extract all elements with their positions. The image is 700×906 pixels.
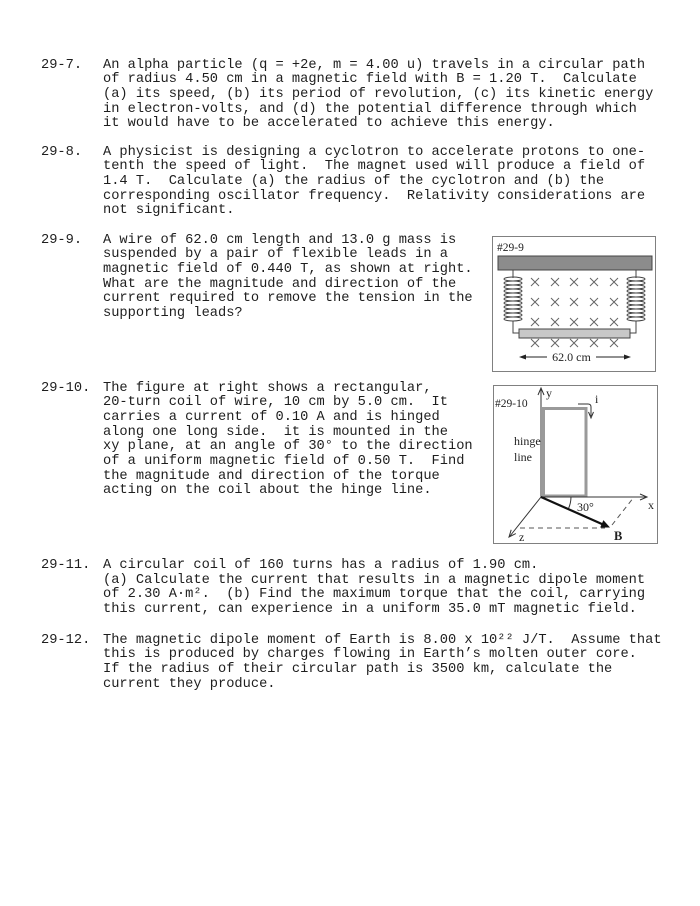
problem-number: 29-11. <box>41 558 91 573</box>
magnet-support-bar <box>498 256 652 270</box>
angle-label: 30° <box>577 500 594 514</box>
text-line: (a) Calculate the current that results in a magnetic dipole moment <box>103 572 646 588</box>
text-line: in electron-volts, and (d) the potential difference through which <box>103 101 637 117</box>
text-line: of radius 4.50 cm in a magnetic field with B = 1.20 T. Calculate <box>103 72 637 88</box>
problem-number: 29-12. <box>41 632 91 648</box>
text-line: supporting leads? <box>103 305 243 321</box>
hinge-label-line2: line <box>514 450 532 464</box>
text-line: this is produced by charges flowing in Earth’s molten outer core. <box>103 647 637 663</box>
text-line: 20-turn coil of wire, 10 cm by 5.0 cm. It <box>103 395 448 411</box>
current-label: i <box>595 392 599 406</box>
problem-text <box>103 59 653 132</box>
text-line: acting on the coil about the hinge line. <box>103 483 432 499</box>
text-line: A physicist is designing a cyclotron to accelerate protons to one- <box>103 144 646 160</box>
text-line: carries a current of 0.10 A and is hinged <box>103 409 440 425</box>
suspended-wire-bar <box>519 329 630 338</box>
problem-text <box>103 234 473 322</box>
hinge-label-line1: hinge <box>514 434 541 448</box>
text-line: magnetic field of 0.440 T, as shown at right. <box>103 261 473 277</box>
figure-29-10-hinged-coil <box>493 385 659 545</box>
text-line: The figure at right shows a rectangular, <box>103 380 432 396</box>
text-line: current required to remove the tension in the <box>103 291 473 307</box>
problem-number: 29-7. <box>41 57 83 73</box>
text-line: A wire of 62.0 cm length and 13.0 g mass is <box>103 232 457 248</box>
text-line: If the radius of their circular path is 3500 km, calculate the <box>103 661 613 677</box>
figure-label: #29-10 <box>495 398 528 410</box>
problem-text <box>103 634 662 693</box>
field-label: B <box>614 529 623 543</box>
text-line: of 2.30 A·m². (b) Find the maximum torque that the coil, carrying <box>103 587 646 603</box>
text-line: suspended by a pair of flexible leads in a <box>103 247 448 263</box>
y-axis-label: y <box>546 386 552 400</box>
problem-number: 29-10. <box>41 380 91 396</box>
problem-text <box>103 559 645 618</box>
text-line: current they produce. <box>103 676 276 692</box>
text-line: 1.4 T. Calculate (a) the radius of the cyclotron and (b) the <box>103 173 605 189</box>
text-line: this current, can experience in a uniform 35.0 mT magnetic field. <box>103 602 637 618</box>
problem-number: 29-8. <box>41 144 83 160</box>
text-line: An alpha particle (q = +2e, m = 4.00 u) travels in a circular path <box>103 57 646 73</box>
x-axis-label: x <box>648 498 654 512</box>
text-line: of a uniform magnetic field of 0.50 T. Find <box>103 453 465 469</box>
z-axis-label: z <box>519 530 525 544</box>
problem-number: 29-9. <box>41 232 83 248</box>
problem-text <box>103 146 645 219</box>
text-line: the magnitude and direction of the torque <box>103 468 440 484</box>
figure-label: #29-9 <box>497 242 524 254</box>
figure-29-9-suspended-wire <box>492 236 656 372</box>
text-line: it would have to be accelerated to achieve this energy. <box>103 116 555 132</box>
text-line: tenth the speed of light. The magnet used will produce a field of <box>103 159 646 175</box>
text-line: xy plane, at an angle of 30° to the direction <box>103 439 473 455</box>
text-line: along one long side. it is mounted in the <box>103 424 448 440</box>
text-line: corresponding oscillator frequency. Relativity considerations are <box>103 188 646 204</box>
dimension-label: 62.0 cm <box>552 350 591 364</box>
text-line: The magnetic dipole moment of Earth is 8.00 x 10²² J/T. Assume that <box>103 632 662 648</box>
text-line: What are the magnitude and direction of the <box>103 276 457 292</box>
text-line: (a) its speed, (b) its period of revolution, (c) its kinetic energy <box>103 86 654 102</box>
text-line: A circular coil of 160 turns has a radius of 1.90 cm. <box>103 558 539 573</box>
problem-text <box>103 382 473 500</box>
text-line: not significant. <box>103 203 235 219</box>
